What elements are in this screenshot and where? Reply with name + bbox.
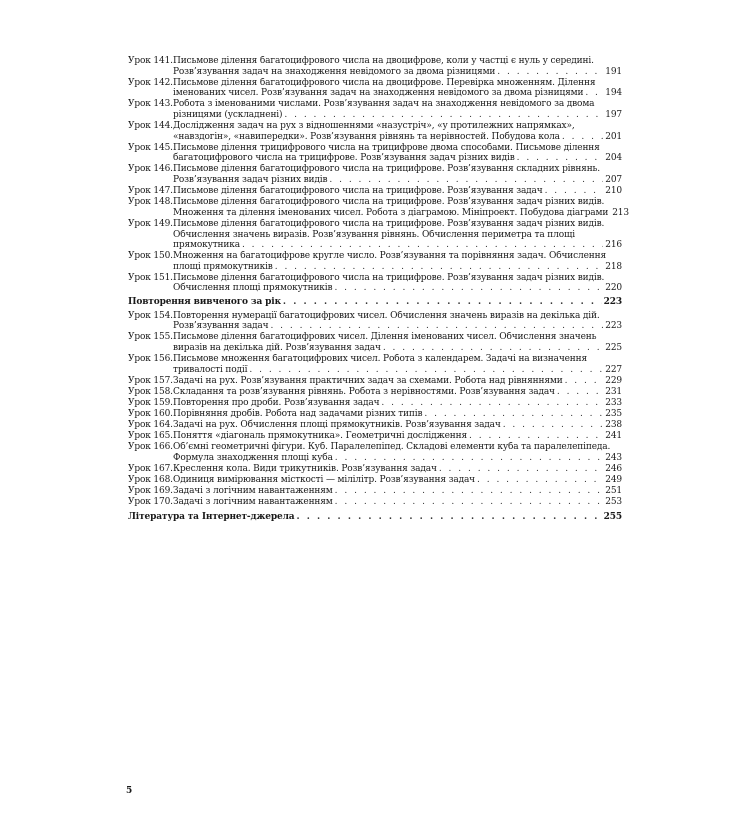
lesson-number: Урок 150. bbox=[128, 251, 173, 262]
leader-dots bbox=[517, 153, 604, 164]
title-line: Обчислення площі прямокутників bbox=[173, 283, 333, 294]
leader-dots bbox=[335, 453, 603, 464]
toc-entry bbox=[128, 409, 622, 420]
toc-entry bbox=[128, 78, 622, 99]
leader-dots bbox=[503, 420, 604, 431]
title-line: Обчислення значень виразів. Розв’язування рівнянь. Обчислення периметра та площі bbox=[173, 229, 575, 240]
toc-entry bbox=[128, 197, 629, 218]
lesson-title bbox=[173, 197, 629, 218]
leader-dots bbox=[296, 512, 601, 523]
leader-dots bbox=[335, 486, 604, 497]
leader-dots bbox=[270, 321, 603, 332]
toc-entry bbox=[128, 354, 622, 375]
title-line: Задачі з логічним навантаженням bbox=[173, 486, 333, 497]
title-line: тривалості події bbox=[173, 364, 248, 375]
toc-entry bbox=[128, 431, 622, 442]
toc-entry bbox=[128, 332, 622, 353]
page-ref: 233 bbox=[605, 397, 622, 408]
title-line: Письмове ділення багатоцифрових чисел. Ділення іменованих чисел. Обчислення значень bbox=[173, 332, 597, 343]
page-ref: 197 bbox=[605, 109, 622, 120]
title-line: Одиниця вимірювання місткості — мілілітр. Розв’язування задач bbox=[173, 475, 475, 486]
lesson-title bbox=[173, 164, 622, 185]
lesson-number: Урок 142. bbox=[128, 77, 173, 88]
lesson-number: Урок 156. bbox=[128, 354, 173, 365]
table-of-contents bbox=[128, 56, 629, 525]
lesson-title bbox=[173, 311, 622, 332]
section-title: Повторення вивченого за рік bbox=[128, 297, 281, 308]
lesson-title bbox=[173, 56, 622, 77]
lesson-number: Урок 164. bbox=[128, 420, 173, 431]
page-ref: 201 bbox=[605, 131, 622, 142]
toc-entry bbox=[128, 99, 622, 120]
lesson-number: Урок 143. bbox=[128, 99, 173, 110]
leader-dots bbox=[283, 297, 602, 308]
lesson-title bbox=[173, 99, 622, 120]
title-line: площі прямокутників bbox=[173, 261, 273, 272]
title-line: Формула знаходження площі куба bbox=[173, 452, 333, 463]
page-ref: 246 bbox=[605, 463, 622, 474]
lesson-title bbox=[173, 475, 622, 486]
leader-dots bbox=[545, 186, 604, 197]
lesson-number: Урок 160. bbox=[128, 409, 173, 419]
lesson-number: Урок 148. bbox=[128, 197, 173, 208]
lesson-number: Урок 151. bbox=[128, 272, 173, 283]
title-line: іменованих чисел. Розв’язування задач на знаходження невідомого за двома різницями bbox=[173, 88, 584, 99]
leader-dots bbox=[439, 464, 603, 475]
toc-entry bbox=[128, 121, 622, 142]
toc-group-lessons-1 bbox=[128, 56, 629, 294]
lesson-number: Урок 167. bbox=[128, 463, 173, 474]
title-line: Множення на багатоцифрове кругле число. Розв’язування та порівняння задач. Обчислення bbox=[173, 251, 606, 262]
lesson-title bbox=[173, 376, 622, 387]
title-line: Письмове множення багатоцифрових чисел. Робота з календарем. Задачі на визначення bbox=[173, 354, 588, 365]
title-line: різницями (ускладнені) bbox=[173, 109, 283, 120]
page-ref: 204 bbox=[605, 153, 622, 164]
title-line: Повторення нумерації багатоцифрових чисел. Обчислення значень виразів на декілька дій. bbox=[173, 310, 600, 321]
lesson-number: Урок 145. bbox=[128, 142, 173, 153]
lesson-number: Урок 159. bbox=[128, 397, 173, 408]
toc-entry bbox=[128, 376, 622, 387]
page-ref: 210 bbox=[605, 186, 622, 197]
toc-entry bbox=[128, 420, 622, 431]
leader-dots bbox=[585, 88, 603, 99]
leader-dots bbox=[275, 262, 604, 273]
page-ref: 225 bbox=[605, 342, 622, 353]
page-ref: 218 bbox=[605, 261, 622, 272]
leader-dots bbox=[477, 475, 603, 486]
lesson-number: Урок 146. bbox=[128, 164, 173, 175]
toc-group-lessons-2 bbox=[128, 311, 622, 508]
toc-entry bbox=[128, 398, 622, 409]
lesson-title bbox=[173, 442, 622, 463]
title-line: Складання та розв’язування рівнянь. Робота з нерівностями. Розв’язування задач bbox=[173, 386, 555, 397]
page-ref: 216 bbox=[605, 240, 622, 251]
title-line: Розв’язування задач на знаходження невідомого за двома різницями bbox=[173, 66, 496, 77]
lesson-number: Урок 147. bbox=[128, 186, 173, 197]
lesson-title bbox=[173, 251, 622, 272]
leader-dots bbox=[334, 283, 603, 294]
leader-dots bbox=[497, 67, 603, 78]
page-ref: 241 bbox=[605, 431, 622, 442]
toc-entry bbox=[128, 442, 622, 463]
title-line: Множення та ділення іменованих чисел. Робота з діаграмою. Мініпроект. Побудова діаграми bbox=[173, 207, 609, 218]
title-line: Письмове ділення багатоцифрового числа на трицифрове. Розв’язування складних рівнянь. bbox=[173, 164, 601, 175]
lesson-number: Урок 154. bbox=[128, 310, 173, 321]
title-line: виразів на декілька дій. Розв’язування задач bbox=[173, 342, 381, 353]
title-line: Об’ємні геометричні фігури. Куб. Паралелепіпед. Складові елементи куба та паралелепіпеда. bbox=[173, 442, 611, 453]
toc-entry bbox=[128, 311, 622, 332]
toc-entry bbox=[128, 219, 622, 251]
page-ref: 220 bbox=[605, 283, 622, 294]
page-ref: 249 bbox=[605, 475, 622, 486]
lesson-title bbox=[173, 219, 622, 251]
lesson-title bbox=[173, 409, 622, 420]
lesson-title bbox=[173, 143, 622, 164]
title-line: Креслення кола. Види трикутників. Розв’язування задач bbox=[173, 463, 437, 474]
title-line: Письмове ділення багатоцифрового числа на двоцифрове, коли у частці є нуль у середині. bbox=[173, 56, 594, 66]
leader-dots bbox=[424, 409, 603, 420]
lesson-number: Урок 144. bbox=[128, 121, 173, 132]
title-line: Задачі на рух. Обчислення площі прямокутників. Розв’язування задач bbox=[173, 420, 501, 431]
toc-entry bbox=[128, 186, 622, 197]
title-line: Розв’язування задач bbox=[173, 321, 269, 332]
page-ref: 223 bbox=[605, 321, 622, 332]
title-line: «навздогін», «навипередки». Розв’язування рівнянь та нерівностей. Побудова кола bbox=[173, 131, 560, 142]
toc-section-review bbox=[128, 297, 622, 308]
page-ref: 253 bbox=[605, 497, 622, 508]
lesson-title bbox=[173, 420, 622, 431]
section-title: Література та Інтернет-джерела bbox=[128, 511, 295, 522]
page-ref: 251 bbox=[605, 486, 622, 497]
toc-entry bbox=[128, 56, 622, 77]
lesson-number: Урок 157. bbox=[128, 375, 173, 386]
lesson-title bbox=[173, 332, 622, 353]
title-line: Задачі на рух. Розв’язування практичних задач за схемами. Робота над рівняннями bbox=[173, 375, 563, 386]
title-line: Письмове ділення багатоцифрового числа на трицифрове. Розв’язування задач різних видів. bbox=[173, 272, 605, 283]
title-line: Поняття «діагональ прямокутника». Геометричні дослідження bbox=[173, 431, 468, 442]
lesson-title bbox=[173, 121, 622, 142]
lesson-title bbox=[173, 464, 622, 475]
lesson-number: Урок 168. bbox=[128, 475, 173, 486]
leader-dots bbox=[249, 365, 603, 376]
toc-entry bbox=[128, 486, 622, 497]
leader-dots bbox=[562, 132, 603, 143]
lesson-title bbox=[173, 497, 622, 508]
page-ref: 191 bbox=[605, 66, 622, 77]
lesson-number: Урок 158. bbox=[128, 386, 173, 397]
title-line: Дослідження задач на рух з відношеннями «назустріч», «у протилежних напрямках», bbox=[173, 121, 575, 132]
leader-dots bbox=[381, 398, 603, 409]
lesson-title bbox=[173, 398, 622, 409]
lesson-number: Урок 149. bbox=[128, 218, 173, 229]
leader-dots bbox=[557, 387, 603, 398]
page-ref: 213 bbox=[612, 207, 629, 218]
title-line: прямокутника bbox=[173, 240, 240, 251]
toc-entry bbox=[128, 143, 622, 164]
lesson-number: Урок 141. bbox=[128, 56, 173, 66]
lesson-number: Урок 165. bbox=[128, 431, 173, 442]
lesson-number: Урок 170. bbox=[128, 497, 173, 508]
lesson-title bbox=[173, 186, 622, 197]
page-ref: 238 bbox=[605, 420, 622, 431]
leader-dots bbox=[469, 431, 603, 442]
toc-entry bbox=[128, 251, 622, 272]
leader-dots bbox=[383, 343, 603, 354]
lesson-title bbox=[173, 486, 622, 497]
title-line: Порівняння дробів. Робота над задачами різних типів bbox=[173, 409, 423, 419]
page-ref: 207 bbox=[605, 175, 622, 186]
lesson-title bbox=[173, 387, 622, 398]
page-ref: 231 bbox=[605, 386, 622, 397]
toc-entry bbox=[128, 387, 622, 398]
toc-entry bbox=[128, 464, 622, 475]
leader-dots bbox=[284, 110, 603, 121]
page-ref: 227 bbox=[605, 364, 622, 375]
toc-entry bbox=[128, 164, 622, 185]
title-line: Робота з іменованими числами. Розв’язування задач на знаходження невідомого за двома bbox=[173, 99, 595, 110]
title-line: багатоцифрового числа на трицифрове. Розв’язування задач різних видів bbox=[173, 153, 515, 164]
title-line: Розв’язування задач різних видів bbox=[173, 175, 328, 186]
toc-entry bbox=[128, 497, 622, 508]
title-line: Письмове ділення багатоцифрового числа на трицифрове. Розв’язування задач різних видів. bbox=[173, 218, 605, 229]
title-line: Письмове ділення трицифрового числа на трицифрове двома способами. Письмове ділення bbox=[173, 142, 600, 153]
page-number: 5 bbox=[126, 786, 133, 796]
lesson-number: Урок 169. bbox=[128, 486, 173, 497]
page-ref: 229 bbox=[605, 375, 622, 386]
title-line: Повторення про дроби. Розв’язування задач bbox=[173, 397, 380, 408]
title-line: Письмове ділення багатоцифрового числа на двоцифрове. Перевірка множенням. Ділення bbox=[173, 77, 596, 88]
section-page: 255 bbox=[603, 511, 622, 522]
leader-dots bbox=[335, 497, 604, 508]
title-line: Письмове ділення багатоцифрового числа на трицифрове. Розв’язування задач різних видів. bbox=[173, 197, 605, 208]
lesson-number: Урок 166. bbox=[128, 442, 173, 453]
page-ref: 194 bbox=[605, 88, 622, 99]
lesson-title bbox=[173, 354, 622, 375]
lesson-title bbox=[173, 78, 622, 99]
title-line: Задачі з логічним навантаженням bbox=[173, 497, 333, 508]
toc-section-literature bbox=[128, 512, 622, 523]
toc-entry bbox=[128, 475, 622, 486]
toc-entry bbox=[128, 273, 622, 294]
leader-dots bbox=[565, 376, 604, 387]
page-ref: 243 bbox=[605, 452, 622, 463]
lesson-title bbox=[173, 273, 622, 294]
section-page: 223 bbox=[603, 297, 622, 308]
title-line: Письмове ділення багатоцифрового числа на трицифрове. Розв’язування задач bbox=[173, 186, 543, 197]
leader-dots bbox=[329, 175, 603, 186]
leader-dots bbox=[242, 240, 603, 251]
page-ref: 235 bbox=[605, 409, 622, 419]
lesson-title bbox=[173, 431, 622, 442]
lesson-number: Урок 155. bbox=[128, 332, 173, 343]
